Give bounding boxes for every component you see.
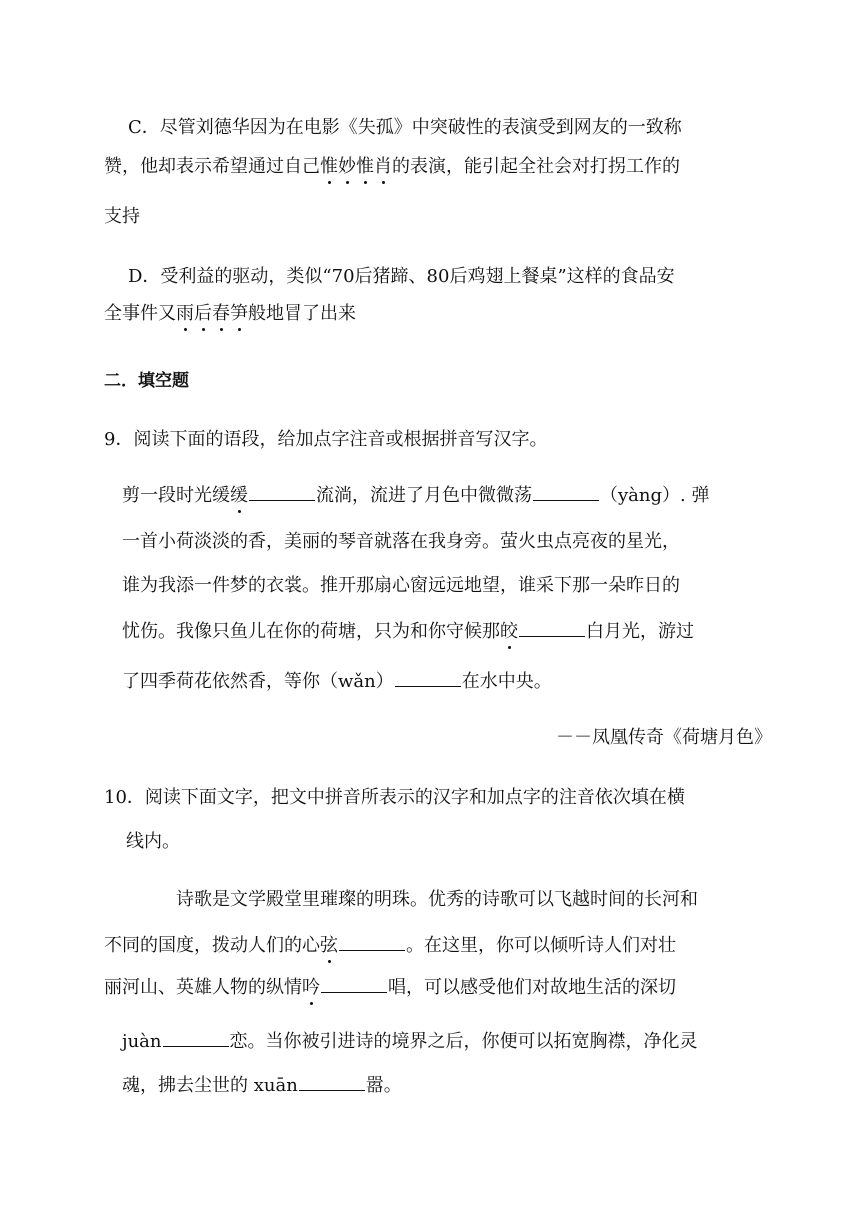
q10-stem-2: 线内。 — [126, 831, 180, 852]
q10-para-line-1: 诗歌是文学殿堂里璀璨的明珠。优秀的诗歌可以飞越时间的长河和 — [176, 889, 698, 910]
dotted-char: 雨 — [176, 303, 194, 324]
answer-blank[interactable] — [519, 618, 585, 637]
dotted-char: 肖 — [374, 156, 392, 177]
answer-blank[interactable] — [163, 1028, 229, 1047]
option-d-line-1: D．受利益的驱动，类似“70后猪蹄、80后鸡翅上餐桌”这样的食品安 — [128, 266, 675, 287]
option-c-line-1: C．尽管刘德华因为在电影《失孤》中突破性的表演受到网友的一致称 — [128, 117, 682, 138]
dotted-char: 惟 — [356, 156, 374, 177]
answer-blank[interactable] — [321, 974, 387, 993]
q9-line-5: 了四季荷花依然香，等你（wǎn） 在水中央。 — [122, 668, 552, 692]
dotted-char: 皎 — [500, 621, 518, 642]
answer-blank[interactable] — [339, 932, 405, 951]
option-d-line-2: 全事件又雨后春笋般地冒了出来 — [104, 303, 356, 324]
q10-para-line-2: 不同的国度，拨动人们的心弦 。在这里，你可以倾听诗人们对壮 — [104, 932, 676, 956]
dotted-char: 惟 — [320, 156, 338, 177]
dotted-char: 弦 — [320, 935, 338, 956]
q9-source: －－凤凰传奇《荷塘月色》 — [556, 727, 772, 748]
dotted-char: 缓 — [230, 485, 248, 506]
option-c-line-3: 支持 — [104, 206, 140, 227]
answer-blank[interactable] — [395, 668, 461, 687]
q9-line-4: 忧伤。我像只鱼儿在你的荷塘，只为和你守候那皎 白月光，游过 — [122, 618, 694, 642]
dotted-char: 春 — [212, 303, 230, 324]
q10-para-line-4: juàn 恋。当你被引进诗的境界之后，你便可以拓宽胸襟，净化灵 — [122, 1028, 698, 1052]
answer-blank[interactable] — [299, 1072, 365, 1091]
q10-para-line-5: 魂，拂去尘世的 xuān 嚣。 — [122, 1072, 402, 1096]
q9-line-2: 一首小荷淡淡的香，美丽的琴音就落在我身旁。萤火虫点亮夜的星光， — [122, 531, 680, 552]
answer-blank[interactable] — [249, 482, 315, 501]
dotted-char: 后 — [194, 303, 212, 324]
q9-line-3: 谁为我添一件梦的衣裳。推开那扇心窗远远地望，谁采下那一朵昨日的 — [122, 575, 680, 596]
dotted-char: 笋 — [230, 303, 248, 324]
q9-stem: 9．阅读下面的语段，给加点字注音或根据拼音写汉字。 — [104, 429, 548, 450]
q10-para-line-3: 丽河山、英雄人物的纵情吟 唱，可以感受他们对故地生活的深切 — [104, 974, 676, 998]
dotted-char: 妙 — [338, 156, 356, 177]
dotted-char: 吟 — [302, 977, 320, 998]
q9-line-1: 剪一段时光缓缓 流淌，流进了月色中微微荡 （yàng）. 弹 — [122, 482, 709, 506]
section-heading: 二．填空题 — [104, 371, 189, 391]
q10-stem-1: 10．阅读下面文字，把文中拼音所表示的汉字和加点字的注音依次填在横 — [104, 787, 685, 808]
answer-blank[interactable] — [533, 482, 599, 501]
option-c-line-2: 赞，他却表示希望通过自己惟妙惟肖的表演，能引起全社会对打拐工作的 — [104, 156, 680, 177]
